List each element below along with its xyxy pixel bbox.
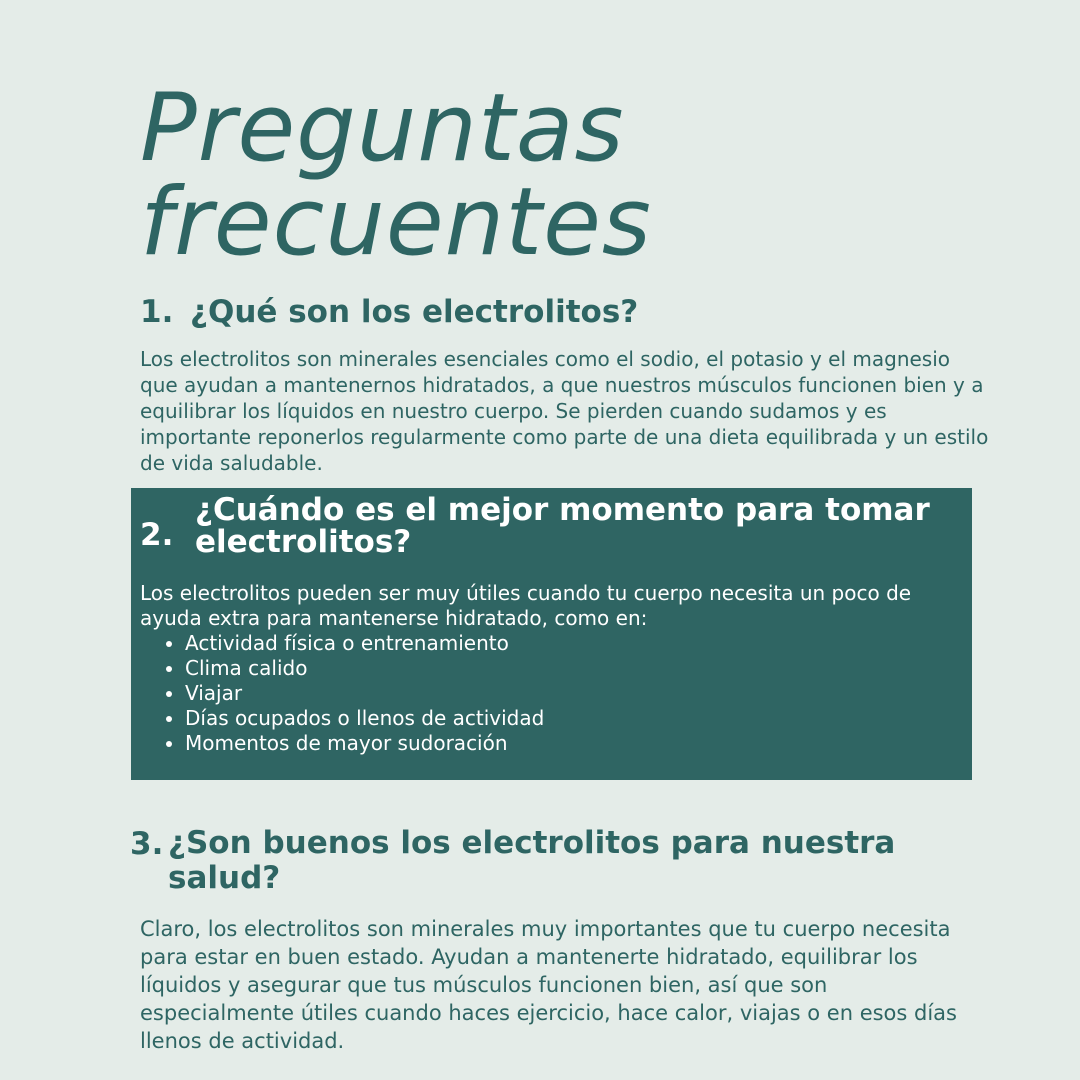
faq-number-1: 1. bbox=[140, 294, 174, 330]
faq-question-2-text: ¿Cuándo es el mejor momento para tomar electrolitos? bbox=[195, 492, 930, 560]
faq-answer-1: Los electrolitos son minerales esenciales como el sodio, el potasio y el magnesio que ayudan a mantenernos hidratados, a que nuestros músculos funcionen bien y a equilibrar los líquidos en nuestro cuerpo. Se pierden cuando sudamos y es importante reponerlos regularmente como parte de una dieta equilibrada y un estilo de vida saludable. bbox=[140, 347, 989, 475]
faq-question-3-text: ¿Son buenos los electrolitos para nuestra salud? bbox=[168, 825, 896, 896]
faq-question-1 bbox=[140, 292, 638, 332]
list-item: • Viajar bbox=[185, 681, 966, 706]
list-item: • Actividad física o entrenamiento bbox=[185, 631, 966, 656]
faq-answer-2-list bbox=[140, 631, 966, 756]
faq-number-3: 3. bbox=[130, 826, 164, 862]
faq-answer-2 bbox=[140, 581, 966, 756]
page-title bbox=[140, 74, 652, 277]
faq-highlight-box bbox=[131, 488, 972, 780]
faq-question-1-text: ¿Qué son los electrolitos? bbox=[190, 294, 639, 330]
faq-answer-2-intro: Los electrolitos pueden ser muy útiles cuando tu cuerpo necesita un poco de ayuda extra para mantenerse hidratado, como en: bbox=[140, 581, 912, 630]
list-item: • Momentos de mayor sudoración bbox=[185, 731, 966, 756]
faq-answer-3: Claro, los electrolitos son minerales muy importantes que tu cuerpo necesita para estar en buen estado. Ayudan a mantenerte hidratado, equilibrar los líquidos y asegurar que tus músculos funcionen bien, así que son especialmente útiles cuando haces ejercicio, hace calor, viajas o en esos días llenos de actividad. bbox=[140, 917, 957, 1053]
page-title-line-1: Preguntas bbox=[140, 74, 625, 183]
list-item: • Días ocupados o llenos de actividad bbox=[185, 706, 966, 731]
page-title-line-2: frecuentes bbox=[140, 168, 652, 277]
list-item: • Clima calido bbox=[185, 656, 966, 681]
faq-number-2: 2. bbox=[140, 517, 174, 553]
